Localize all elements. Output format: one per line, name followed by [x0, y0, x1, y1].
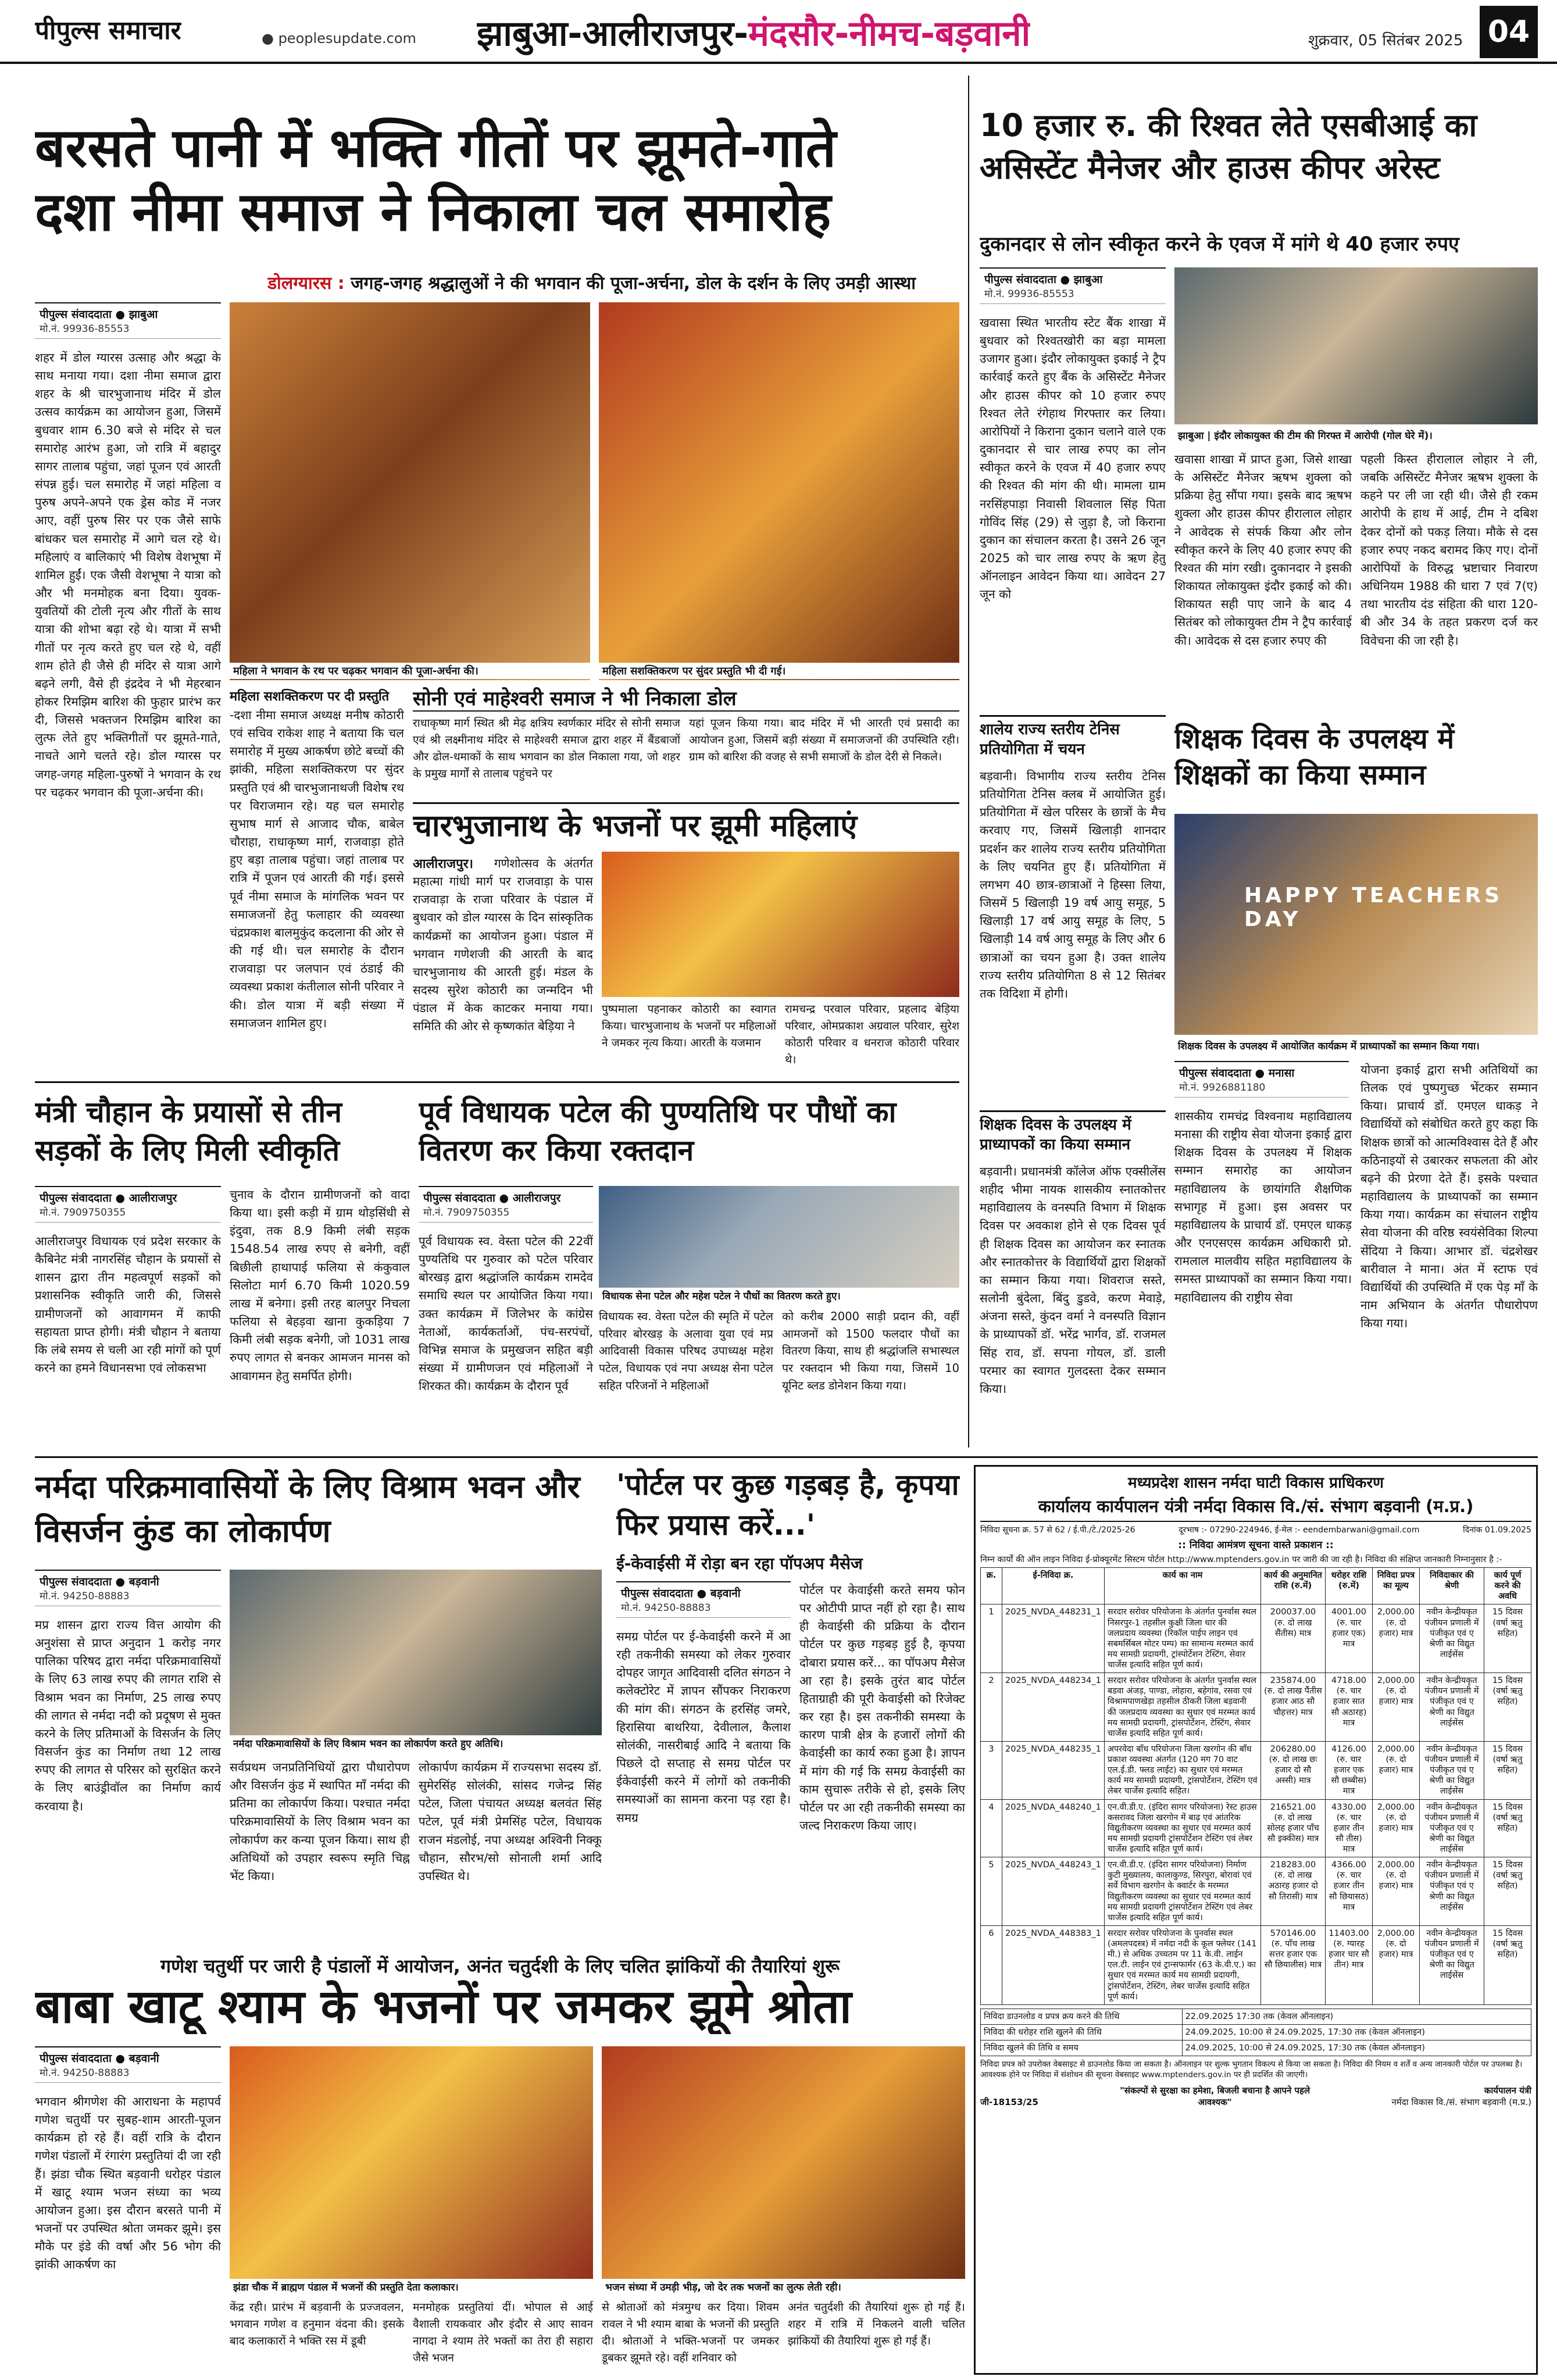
- table-cell: 206280.00 (रु. दो लाख छः हजार दो सौ अस्सी) मात्र: [1261, 1741, 1326, 1799]
- table-cell: 3: [981, 1741, 1002, 1799]
- khatu-photo-2-caption: भजन संध्या में उमड़ी भीड़, जो देर तक भजनों का लुत्फ लेती रही।: [602, 2279, 965, 2295]
- issue-date: शुक्रवार, 05 सितंबर 2025: [1308, 32, 1463, 49]
- narmada-headline: नर्मदा परिक्रमावासियों के लिए विश्राम भवन और विसर्जन कुंड का लोकार्पण: [35, 1468, 580, 1549]
- table-cell: 11403.00 (रु. ग्यारह हजार चार सौ तीन) मात्र: [1326, 1925, 1373, 2004]
- table-cell: 15 दिवस (वर्षा ऋतु सहित): [1484, 1799, 1531, 1857]
- table-cell: 15 दिवस (वर्षा ऋतु सहित): [1484, 1604, 1531, 1673]
- tender-notice: [974, 1465, 1538, 2375]
- table-cell: 15 दिवस (वर्षा ऋतु सहित): [1484, 1673, 1531, 1742]
- charbhuja-headline: चारभुजानाथ के भजनों पर झूमी महिलाएं: [413, 802, 959, 844]
- bribery-headline: 10 हजार रु. की रिश्वत लेते एसबीआई का असिस्टेंट मैनेजर और हाउस कीपर अरेस्ट: [980, 107, 1477, 186]
- tender-signatory-title: कार्यपालन यंत्री: [1484, 2085, 1531, 2096]
- soni-story-body-b: यहां पूजन किया गया। बाद मंदिर में भी आरती एवं प्रसादी का आयोजन हुआ, जिसमें बड़ी संख्या में समाजजनों की उपस्थिति रही। ग्राम को बारिश की वजह से सभी समाजों के डोल देरी से निकले।: [689, 717, 959, 763]
- khatu-photo-1-caption: झंडा चौक में ब्राह्मण पंडाल में भजनों की प्रस्तुति देता कलाकार।: [230, 2279, 593, 2295]
- table-cell: एन.वी.डी.ए. (इंदिरा सागर परियोजना) रेस्ट हाउस कसरावद जिला खरगोन में बाढ़ एवं आंतरिक विद्युतीकरण व्यवस्था का सुधार एवं मरम्मत कार्य मय सामग्री प्रदायगी ट्रांसपोर्टेशन टेस्टिंग एवं लेबर चार्जेस इत्यादि सहित पूर्ण कार्य।: [1104, 1799, 1260, 1857]
- tender-signatory: [1392, 2085, 1532, 2108]
- lead-body: शहर में डोल ग्यारस उत्साह और श्रद्धा के साथ मनाया गया। दशा नीमा समाज द्वारा शहर के श्री चारभुजानाथ मंदिर में डोल उत्सव कार्यक्रम का आयोजन हुआ, जिसमें बुधवार शाम 6.30 बजे से मंदिर से चल समारोह आरंभ हुआ, जो रात्रि में बहादुर सागर तालाब पहुंचा, जहां पूजन एवं आरती संपन्न हुई। चल समारोह में जहां महिला व पुरुष अपने-अपने एक ड्रेस कोड में नजर आए, वहीं पुरुष सिर पर एक जैसे साफे बांधकर चल समारोह में आगे चल रहे थे। महिलाएं व बालिकाएं भी विशेष वेशभूषा में शामिल हुईं। एक जैसी वेशभूषा ने यात्रा को और भी मनमोहक बना दिया। युवक-युवतियों की टोली नृत्य और गीतों के साथ यात्रा की शोभा बढ़ा रहे थे। यात्रा में सभी गीतों पर नृत्य करते हुए चल रहे थे, वहीं शाम होते ही जैसे ही मंदिर से यात्रा आगे बढ़ने लगी, वैसे ही इंद्रदेव ने भी मेहरबान होकर रिमझिम बारिश की फुहार प्रारंभ कर दी, जिससे भक्तजन रिमझिम बारिश का लुत्फ लेते हुए भक्तिगीतों पर झूमते-गाते, नाचते आगे चलते रहे। डोल ग्यारस पर जगह-जगह महिला-पुरुषों ने भगवान के रथ पर चढ़कर भगवान की पूजा-अर्चना की।: [35, 351, 221, 799]
- tender-table-body: [981, 1604, 1531, 2004]
- byline-mobile: मो.नं. 99936-85553: [40, 323, 130, 335]
- lead-subheadline: [267, 270, 959, 294]
- website-link[interactable]: ● peoplesupdate.com: [262, 30, 416, 47]
- roads-body-a: आलीराजपुर विधायक एवं प्रदेश सरकार के कैबिनेट मंत्री नागरसिंह चौहान के प्रयासों से शासन द्वारा तीन महत्वपूर्ण सड़कों को प्रशासनिक स्वीकृति जारी की, जिससे ग्रामीणजनों को आवागमन में काफी सहायता प्राप्त होगी। मंत्री चौहान ने बताया कि लंबे समय से चली आ रही मांगों को पूर्ण करने का हमने विधानसभा एवं लोकसभा: [35, 1234, 221, 1375]
- col-header: ई-निविदा क्र.: [1002, 1568, 1105, 1604]
- byline-mobile: मो.नं. 94250-88883: [621, 1602, 711, 1614]
- tender-footer: [980, 2085, 1531, 2108]
- patel-byline: [419, 1186, 593, 1223]
- roads-byline: [35, 1186, 221, 1223]
- khatu-body-b: केंद्र रही। प्रारंभ में बड़वानी के प्रज्जवलन, भगवान गणेश व हनुमान वंदना की। इसके बाद कलाकारों ने भक्ति रस में डूबी: [230, 2301, 404, 2347]
- page-header: [0, 0, 1557, 64]
- table-cell: 2,000.00 (रु. दो हजार) मात्र: [1373, 1741, 1420, 1799]
- table-cell: 2,000.00 (रु. दो हजार) मात्र: [1373, 1799, 1420, 1857]
- table-cell: 4330.00 (रु. चार हजार तीन सौ तीस) मात्र: [1326, 1799, 1373, 1857]
- lead-photo-1-caption: महिला ने भगवान के रथ पर चढ़कर भगवान की पूजा-अर्चना की।: [230, 663, 590, 679]
- portal-byline: [616, 1581, 791, 1618]
- table-cell: 24.09.2025, 10:00 से 24.09.2025, 17:30 तक (केवल ऑनलाइन): [1182, 2040, 1531, 2056]
- tender-date: दिनांक 01.09.2025: [1463, 1525, 1531, 1535]
- table-row: [981, 1673, 1531, 1742]
- khatu-body-a: भगवान श्रीगणेश की आराधना के महापर्व गणेश चतुर्थी पर सुबह-शाम आरती-पूजन कार्यक्रम हो रहे हैं। वहीं रात्रि के दौरान गणेश पंडालों में रंगारंग प्रस्तुतियां दी जा रही हैं। झंडा चौक स्थित बड़वानी धरोहर पंडाल में खाटू श्याम भजन संध्या का भव्य आयोजन हुआ। इस दौरान बरसते पानी में भजनों पर उपस्थित श्रोता जमकर झूमे। इस मौके पर इंडे की वर्षा और 56 भोग की झांकी आकर्षण का: [35, 2095, 221, 2272]
- khatu-body-e: अनंत चतुर्दशी की तैयारियां शुरू हो गई हैं। शहर में रात्रि में निकलने वाली चलित झांकियों की तैयारियां शुरू हो गई हैं।: [788, 2301, 965, 2347]
- table-cell: नवीन केन्द्रीयकृत पंजीयन प्रणाली में पंजीकृत एवं ए श्रेणी का विद्युत लाईसेंस: [1420, 1857, 1484, 1926]
- table-cell: नवीन केन्द्रीयकृत पंजीयन प्रणाली में पंजीकृत एवं ए श्रेणी का विद्युत लाईसेंस: [1420, 1673, 1484, 1742]
- khatu-byline: [35, 2046, 221, 2083]
- byline-mobile: मो.नं. 94250-88883: [40, 2067, 130, 2079]
- col-header: क्र.: [981, 1568, 1002, 1604]
- teachers-day-photo: [1174, 814, 1538, 1035]
- ganesh-kicker: गणेश चतुर्थी पर जारी है पंडालों में आयोजन, अनंत चतुर्दशी के लिए चलित झांकियों की तैयारियां शुरू: [160, 1955, 840, 1977]
- tender-slogan: "संकल्पों से सुरक्षा का हमेशा, बिजली बचाना है आपने पहले आवश्यक": [1120, 2085, 1310, 2108]
- table-row: [981, 1925, 1531, 2004]
- teachers-day-caption: शिक्षक दिवस के उपलक्ष्य में आयोजित कार्यक्रम में प्राध्यापकों का सम्मान किया गया।: [1174, 1038, 1538, 1053]
- byline-text: पीपुल्स संवाददाता ● आलीराजपुर: [423, 1192, 561, 1205]
- table-cell: 15 दिवस (वर्षा ऋतु सहित): [1484, 1741, 1531, 1799]
- table-cell: एन.वी.डी.ए. (इंदिरा सागर परियोजना) निर्माण कुटी मुख्यालय, कालाकुण्ड, सिरपुरा, बोरावां एवं सर्वे विभाग खरगोन के क्वार्टर के मरम्मत विद्युतीकरण व्यवस्था का सुधार एवं मरम्मत कार्य मय सामग्री प्रदायगी ट्रांसपोर्टेशन टेस्टिंग एवं लेबर चार्जेस इत्यादि सहित पूर्ण कार्य।: [1104, 1857, 1260, 1926]
- portal-subheadline: ई-केवाईसी में रोड़ा बन रहा पॉपअप मैसेज: [616, 1554, 863, 1573]
- table-cell: 2025_NVDA_448234_1: [1002, 1673, 1105, 1742]
- charbhuja-photo: [602, 852, 959, 997]
- tennis-headline: शालेय राज्य स्तरीय टेनिस प्रतियोगिता में चयन: [980, 715, 1166, 760]
- table-cell: 2025_NVDA_448231_1: [1002, 1604, 1105, 1673]
- table-row: [981, 2024, 1531, 2040]
- byline-text: पीपुल्स संवाददाता ● बड़वानी: [40, 2052, 159, 2065]
- col-header: धरोहर राशि (रु.में): [1326, 1568, 1373, 1604]
- table-cell: 4: [981, 1799, 1002, 1857]
- portal-headline: 'पोर्टल पर कुछ गड़बड़ है, कृपया फिर प्रयास करें...': [616, 1468, 959, 1542]
- byline-text: पीपुल्स संवाददाता ● बड़वानी: [621, 1587, 741, 1600]
- section-title-b: मंदसौर-नीमच-बड़वानी: [748, 13, 1031, 54]
- professors-body: बड़वानी। प्रधानमंत्री कॉलेज ऑफ एक्सीलेंस शहीद भीमा नायक शासकीय स्नातकोत्तर महाविद्यालय के वनस्पति विभाग में शिक्षक दिवस पर अवकाश होने से एक दिवस पूर्व ही शिक्षक दिवस का आयोजन कर स्नातक और स्नातकोत्तर के विद्यार्थियों द्वारा शिक्षकों का सम्मान किया गया। शिवराज सस्ते, सलोनी बुंदेला, बिंदु डुडवे, करण मेवाड़े, अंजना सस्ते, कुंदन वर्मा ने वनस्पति विज्ञान के प्राध्यापकों डॉ. भरेंद्र भार्गव, डॉ. राजमल सिंह राव, डॉ. सपना गोयल, डॉ. डाली परमार का स्वागत गुलदस्ता देकर सम्मान किया।: [980, 1164, 1166, 1396]
- teachers-day-headline: शिक्षक दिवस के उपलक्ष्य में शिक्षकों का किया सम्मान: [1174, 723, 1455, 792]
- table-cell: 2: [981, 1673, 1002, 1742]
- table-cell: 2025_NVDA_448243_1: [1002, 1857, 1105, 1926]
- table-row: [981, 2040, 1531, 2056]
- table-cell: 24.09.2025, 10:00 से 24.09.2025, 17:30 तक (केवल ऑनलाइन): [1182, 2024, 1531, 2040]
- section-rule-2: [35, 1456, 1538, 1458]
- table-cell: निविदा खुलने की तिथि व समय: [981, 2040, 1183, 2056]
- tender-dates-table: [980, 2009, 1531, 2056]
- col-header: निविदाकार की श्रेणी: [1420, 1568, 1484, 1604]
- soni-story-headline: सोनी एवं माहेश्वरी समाज ने भी निकाला डोल: [413, 687, 959, 712]
- charbhuja-body-b: पुष्पमाला पहनाकर कोठारी का स्वागत किया। चारभुजानाथ के भजनों पर महिलाओं ने जमकर नृत्य किया। आरती के यजमान: [602, 1003, 776, 1049]
- table-cell: 216521.00 (रु. दो लाख सोलह हजार पाँच सौ इक्कीस) मात्र: [1261, 1799, 1326, 1857]
- roads-body-b: चुनाव के दौरान ग्रामीणजनों को वादा किया था। इसी कड़ी में ग्राम थोड़सिंधी से इंदुवा, तक 8.9 किमी लंबी सड़क 1548.54 लाख रुपए से बनेगी, वहीं बिछीली हाथापाई फलिया से कंकुवाल सिलोटा मार्ग 6.70 किमी 1020.59 लाख में बनेगा। इसी तरह बालपुर निचला फलिया से बेहड़वा खाना कुकड़िया 7 किमी लंबी सड़क बनेगी, जो 1031 लाख रुपए लागत से बनकर आमजन मानस को आवागमन हेतु समर्पित होगी।: [230, 1188, 410, 1383]
- lead-photo-2-caption: महिला सशक्तिकरण पर सुंदर प्रस्तुति भी दी गई।: [599, 663, 959, 679]
- table-cell: 15 दिवस (वर्षा ऋतु सहित): [1484, 1925, 1531, 2004]
- table-cell: 5: [981, 1857, 1002, 1926]
- table-cell: निविदा डाउनलोड व प्रपत्र क्रय करने की तिथि: [981, 2009, 1183, 2024]
- table-cell: 4126.00 (रु. चार हजार एक सौ छब्बीस) मात्र: [1326, 1741, 1373, 1799]
- tender-table-header: [981, 1568, 1531, 1604]
- table-cell: 1: [981, 1604, 1002, 1673]
- charbhuja-dateline: आलीराजपुर।: [413, 857, 473, 871]
- lead-headline-line-2: दशा नीमा समाज ने निकाला चल समारोह: [35, 181, 831, 244]
- lead-byline: [35, 302, 221, 339]
- table-cell: 2,000.00 (रु. दो हजार) मात्र: [1373, 1673, 1420, 1742]
- bribery-photo: [1174, 267, 1538, 424]
- table-cell: सरदार सरोवर परियोजना के अंतर्गत पुनर्वास स्थल निसरपुर-1 तहसील कुक्षी जिला धार की जलप्रदाय व्यवस्था (रिकॉल पाईप लाइन एवं सबमर्सिबल मोटर पम्प) का सामान्य मरम्मत कार्य मय सामग्री प्रदायगी, ट्रांस्पोर्टेशन टेस्टिंग, सेवार चार्जेस इत्यादि सहित पूर्ण कार्य।: [1104, 1604, 1260, 1673]
- byline-mobile: मो.नं. 94250-88883: [40, 1590, 130, 1602]
- table-cell: 218283.00 (रु. दो लाख अठारह हजार दो सौ तिरासी) मात्र: [1261, 1857, 1326, 1926]
- tender-notice-label: :: निविदा आमंत्रण सूचना वास्ते प्रकाशन ::: [1178, 1539, 1334, 1551]
- lead-sub-tag: डोलग्यारस :: [267, 273, 345, 294]
- byline-text: पीपुल्स संवाददाता ● झाबुआ: [984, 273, 1103, 286]
- table-cell: 2,000.00 (रु. दो हजार) मात्र: [1373, 1857, 1420, 1926]
- tender-terms: निविदा प्रपत्र को उपरोक्त वेबसाइट से डाउनलोड किया जा सकता है। ऑनलाइन पर शुल्क भुगतान विकल्प से किया जा सकता है। निविदा की नियम व शर्तें व अन्य जानकारी पोर्टल पर उपलब्ध है। आवश्यक होने पर निविदा में संशोधन की सूचना वेबसाइट www.mptenders.gov.in पर ही प्रदर्शित की जाएगी।: [980, 2060, 1523, 2079]
- table-cell: 235874.00 (रु. दो लाख पैंतीस हजार आठ सौ चौहत्तर) मात्र: [1261, 1673, 1326, 1742]
- khatu-body-c: मनमोहक प्रस्तुतियां दीं। भोपाल से आई वैशाली रायकवार और इंदौर से आए सावन नागदा ने श्याम तेरे भक्तों का तेरा ही सहारा जैसे भजन: [413, 2301, 593, 2364]
- col-header: कार्य का नाम: [1104, 1568, 1260, 1604]
- table-cell: 22.09.2025 17:30 तक (केवल ऑनलाइन): [1182, 2009, 1531, 2024]
- col-header: कार्य पूर्ण करने की अवधि: [1484, 1568, 1531, 1604]
- byline-mobile: मो.नं. 9926881180: [1179, 1081, 1266, 1093]
- table-row: [981, 1799, 1531, 1857]
- byline-text: पीपुल्स संवाददाता ● मनासा: [1179, 1067, 1295, 1080]
- lead-headline-line-1: बरसते पानी में भक्ति गीतों पर झूमते-गाते: [35, 117, 837, 179]
- tennis-body: बड़वानी। विभागीय राज्य स्तरीय टेनिस प्रतियोगिता टेनिस क्लब में आयोजित हुई। प्रतियोगिता में खेल परिसर के छात्रों के मैच करवाए गए, जिसमें खिलाड़ी शानदार प्रदर्शन कर शालेय राज्य स्तरीय प्रतियोगिता के लिए चयनित हुए हैं। प्रतियोगिता में लगभग 40 छात्र-छात्राओं ने हिस्सा लिया, जिसमें 5 खिलाड़ी 19 वर्ष आयु समूह, 5 खिलाड़ी 17 वर्ष आयु समूह के लिए, 5 खिलाड़ी 14 वर्ष आयु समूह के लिए और 6 छात्राओं का चयन हुआ है। उक्त शालेय राज्य स्तरीय प्रतियोगिता 8 से 12 सितंबर तक विदिशा में होगी।: [980, 769, 1166, 1000]
- tender-title-1: मध्यप्रदेश शासन नर्मदा घाटी विकास प्राधिकरण: [1128, 1474, 1384, 1492]
- bribery-byline: [980, 267, 1166, 304]
- table-cell: सरदार सरोवर परियोजना के अंतर्गत पुनर्वास स्थल बडवा अंजड़, पाण्डा, लोहारा, बहेगांव, रसवा एवं विश्रामपाणखेड़ा तहसील ठीकरी जिला बड़वानी की जलप्रदाय व्यवस्था का सुधार एवं मरम्मत कार्य मय सामग्री प्रदायगी, ट्रांसपोर्टेशन, टेस्टिंग, सेवार चार्जेस इत्यादि सहित पूर्ण कार्य।: [1104, 1673, 1260, 1742]
- bribery-body-b: खवासा शाखा में प्राप्त हुआ, जिसे शाखा के असिस्टेंट मैनेजर ऋषभ शुक्ला को प्रक्रिया हेतु सौंपा गया। इसके बाद ऋषभ शुक्ला और हाउस कीपर हीरालाल लोहार ने आवेदक से संपर्क किया और लोन स्वीकृत करने के लिए 40 हजार रुपए की रिश्वत की मांग रखी। दुकानदार ने इसकी शिकायत लोकायुक्त इंदौर इकाई को की। शिकायत सही पाए जाने के बाद 4 सितंबर को लोकायुक्त टीम ने ट्रैप कार्रवाई की। आवेदक से दस हजार रुपए की: [1174, 452, 1352, 648]
- section-title-a: झाबुआ-आलीराजपुर-: [477, 13, 749, 54]
- table-cell: 4366.00 (रु. चार हजार तीन सौ छियासठ) मात्र: [1326, 1857, 1373, 1926]
- table-cell: 4718.00 (रु. चार हजार सात सौ अठारह) मात्र: [1326, 1673, 1373, 1742]
- table-cell: निविदा की धरोहर राशि खुलने की तिथि: [981, 2024, 1183, 2040]
- byline-text: पीपुल्स संवाददाता ● झाबुआ: [40, 308, 158, 321]
- table-cell: 2,000.00 (रु. दो हजार) मात्र: [1373, 1925, 1420, 2004]
- byline-mobile: मो.नं. 99936-85553: [984, 288, 1074, 300]
- lead-body-2: -दशा नीमा समाज अध्यक्ष मनीष कोठारी एवं सचिव राकेश शाह ने बताया कि चल समारोह में मुख्य आकर्षण छोटे बच्चों की झांकी, महिला सशक्तिकरण पर सुंदर प्रस्तुति एवं श्री चारभुजानाथजी विशेष रथ पर विराजमान रहे। यह चल समारोह सुभाष मार्ग से आजाद चौक, बाबेल चौराहा, राधाकृष्ण मार्ग, राजवाड़ा होते हुए बड़ा तालाब पहुंचा। जहां तालाब पर रात्रि में पूजन एवं आरती की गई। इससे पूर्व नीमा समाज के मांगलिक भवन पर समाजजनों हेतु फलाहार की व्यवस्था चंद्रप्रकाश बालमुकुंद कदलाना की ओर से की गई थी। चल समारोह के दौरान राजवाड़ा पर जलपान एवं ठंडाई की व्यवस्था प्रकाश कंतीलाल सोनी परिवार ने की। डोल यात्रा में बड़ी संख्या में समाजजन शामिल हुए।: [230, 708, 404, 1030]
- col-header: निविदा प्रपत्र का मूल्य: [1373, 1568, 1420, 1604]
- narmada-body-b: सर्वप्रथम जनप्रतिनिधियों द्वारा पौधारोपण और विसर्जन कुंड में स्थापित माँ नर्मदा की प्रतिमा का लोकार्पण किया। पश्चात नर्मदा परिक्रमावासियों के लिए विश्राम भवन का लोकार्पण कर कन्या पूजन किया। साथ ही अतिथियों को उपहार स्वरूप स्मृति चिह्न भेंट किया।: [230, 1760, 410, 1883]
- table-cell: नवीन केन्द्रीयकृत पंजीयन प्रणाली में पंजीकृत एवं ए श्रेणी का विद्युत लाईसेंस: [1420, 1799, 1484, 1857]
- table-cell: नवीन केन्द्रीयकृत पंजीयन प्रणाली में पंजीकृत एवं ए श्रेणी का विद्युत लाईसेंस: [1420, 1925, 1484, 2004]
- bribery-body-c: पहली किस्त हीरालाल लोहार ने ली, जबकि असिस्टेंट मैनेजर ऋषभ शुक्ला के कहने पर ली जा रही थी। जैसे ही रकम आरोपी के हाथ में आई, टीम ने दबिश देकर दोनों को पकड़ लिया। मौके से दस हजार रुपए नकद बरामद किए गए। दोनों आरोपियों के विरुद्ध भ्रष्टाचार निवारण अधिनियम 1988 की धारा 7 एवं 7(ए) तथा भारतीय दंड संहिता की धारा 120-बी और 34 के तहत प्रकरण दर्ज कर विवेचना की जा रही है।: [1360, 452, 1538, 648]
- table-cell: अपरवेदा बाँध परियोजना जिला खरगोन की बाँध प्रकाश व्यवस्था अंतर्गत (120 मग 70 वाट एल.ई.डी. फ्लड लाईट) का सुधार एवं मरम्मत कार्य मय सामग्री प्रदायगी, ट्रांसपोर्टेशन, टेस्टिंग एवं लेबर चार्जेस इत्यादि सहित।: [1104, 1741, 1260, 1799]
- narmada-byline: [35, 1570, 221, 1606]
- table-row: [981, 2009, 1531, 2024]
- lead-sub-text: जगह-जगह श्रद्धालुओं ने की भगवान की पूजा-अर्चना, डोल के दर्शन के लिए उमड़ी आस्था: [344, 273, 916, 294]
- khatu-photo-2: [602, 2046, 965, 2290]
- charbhuja-body: गणेशोत्सव के अंतर्गत महात्मा गांधी मार्ग पर राजवाड़ा के पास राजवाड़ा के राजा परिवार के पंडाल में बुधवार को डोल ग्यारस के दिन सांस्कृतिक कार्यक्रमों का आयोजन हुआ। पंडाल में भगवान गणेशजी की आरती के बाद चारभुजानाथ की आरती हुई। मंडल के सदस्य सुरेश कोठारी का जन्मदिन भी पंडाल में केक काटकर मनाया गया। समिति की ओर से कृष्णकांत बेड़िया ने: [413, 856, 593, 1034]
- patel-photo: [599, 1186, 959, 1302]
- table-row: [981, 1857, 1531, 1926]
- table-row: [981, 1604, 1531, 1673]
- tender-notice-number: निविदा सूचना क्र. 57 से 62 / ई.पी./टे./2025-26: [980, 1525, 1135, 1535]
- byline-mobile: मो.नं. 7909750355: [423, 1206, 510, 1218]
- table-cell: 15 दिवस (वर्षा ऋतु सहित): [1484, 1857, 1531, 1926]
- column-divider: [968, 76, 969, 1448]
- newspaper-masthead: पीपुल्स समाचार: [35, 16, 181, 45]
- table-cell: सरदार सरोवर परियोजना के पुनर्वास स्थल (अमलपदस्त्र) में नर्मदा नदी के कूल फ्लेयर (141 मी.) से अधिक उच्चतम पर 11 के.वी. लाईन एल.टी. लाईन एवं ट्रान्सफार्मर (63 के.वी.ए.) का सुधार एवं मरम्मत कार्य मय सामग्री प्रदायगी, ट्रांसपोर्टेशन, टेस्टिंग, लेबर चार्जेस इत्यादि सहित पूर्ण कार्य।: [1104, 1925, 1260, 2004]
- bribery-body-a: खवासा स्थित भारतीय स्टेट बैंक शाखा में बुधवार को रिश्वतखोरी का बड़ा मामला उजागर हुआ। इंदौर लोकायुक्त इकाई ने ट्रैप कार्रवाई करते हुए बैंक के असिस्टेंट मैनेजर और हाउस कीपर को 10 हजार रुपए रिश्वत लेते रंगेहाथ गिरफ्तार कर लिया। आरोपियों ने किराना दुकान चलाने वाले एक दुकानदार से चार लाख रुपए का लोन स्वीकृत करने के एवज में 40 हजार रुपए की रिश्वत की मांग की थी। मामला ग्राम नरसिंहपाड़ा निवासी शिवलाल सिंह पिता गोविंद सिंह (29) से जुड़ा है, जो किराना दुकान का संचालन करता है। उसने 26 जून 2025 को चार लाख रुपए के ऋण हेतु ऑनलाइन आवेदन किया था। आवेदन 27 जून को: [980, 316, 1166, 602]
- tender-meta: [980, 1521, 1531, 1535]
- khatu-body-d: से श्रोताओं को मंत्रमुग्ध कर दिया। शिवम रावल ने भी श्याम बाबा के भजनों की प्रस्तुति दी। श्रोताओं ने भक्ति-भजनों पर जमकर डूबकर झूमते रहे। वहीं शनिवार को: [602, 2301, 779, 2364]
- lead-headline: [35, 116, 959, 245]
- bribery-photo-caption: झाबुआ | इंदौर लोकायुक्त की टीम की गिरफ्त में आरोपी (गोल घेरे में)।: [1174, 427, 1538, 443]
- lead-subhead-2: महिला सशक्तिकरण पर दी प्रस्तुति: [230, 689, 390, 704]
- table-cell: 200037.00 (रु. दो लाख सैंतीस) मात्र: [1261, 1604, 1326, 1673]
- bribery-subheadline: दुकानदार से लोन स्वीकृत करने के एवज में मांगे थे 40 हजार रुपए: [980, 233, 1459, 256]
- tender-intro: निम्न कार्यों की ऑन लाइन निविदा ई-प्रोक्यूरमेंट सिस्टम पोर्टल http://www.mptenders.gov.in पर जारी की जा रही है। निविदा की संक्षिप्त जानकारी निम्नानुसार है :-: [980, 1555, 1502, 1564]
- tender-code: जी-18153/25: [980, 2097, 1038, 2108]
- tender-signatory-office: नर्मदा विकास वि./सं. संभाग बड़वानी (म.प्र.): [1391, 2097, 1531, 2108]
- table-cell: 6: [981, 1925, 1002, 2004]
- patel-body-c: को करीब 2000 साड़ी प्रदान की, वहीं आमजनों को 1500 फलदार पौधों का वितरण किया, साथ ही श्रद्धांजलि सभास्थल पर रक्तदान भी किया गया, जिसमें 10 यूनिट ब्लड डोनेशन किया गया।: [782, 1310, 959, 1392]
- teachers-day-banner: HAPPY TEACHERS DAY: [1244, 884, 1504, 931]
- narmada-photo: [230, 1570, 602, 1744]
- teachers-day-body-b: योजना इकाई द्वारा सभी अतिथियों का तिलक एवं पुष्पगुच्छ भेंटकर सम्मान किया। प्राचार्य डॉ. एमएल धाकड़ ने विद्यार्थियों को संबोधित करते हुए कहा कि शिक्षक छात्रों को आत्मविश्वास देते हैं और कठिनाइयों से उबारकर सफलता की ओर बढ़ने की प्रेरणा देते हैं। इसके पश्चात महाविद्यालय के प्राध्यापकों का सम्मान किया गया। कार्यक्रम का संचालन राष्ट्रीय सेवा योजना की वरिष्ठ स्वयंसेविका शिल्पा सेंदिया ने किया। आभार डॉ. चंद्रशेखर बारीवाल ने माना। अंत में स्टाफ एवं विद्यार्थियों की उपस्थिति में एक पेड़ माँ के नाम अभियान के अंतर्गत पौधारोपण किया गया।: [1360, 1063, 1538, 1331]
- tender-contact: दूरभाष :- 07290-224946, ई-मेल :- eendembarwani@gmail.com: [1179, 1525, 1420, 1535]
- byline-text: पीपुल्स संवाददाता ● बड़वानी: [40, 1575, 159, 1588]
- patel-photo-caption: विधायक सेना पटेल और महेश पटेल ने पौधों का वितरण करते हुए।: [599, 1288, 959, 1303]
- table-cell: 2025_NVDA_448240_1: [1002, 1799, 1105, 1857]
- table-cell: नवीन केन्द्रीयकृत पंजीयन प्रणाली में पंजीकृत एवं ए श्रेणी का विद्युत लाईसेंस: [1420, 1604, 1484, 1673]
- tender-table: [980, 1567, 1531, 2005]
- byline-text: पीपुल्स संवाददाता ● आलीराजपुर: [40, 1192, 177, 1205]
- patel-headline: पूर्व विधायक पटेल की पुण्यतिथि पर पौधों का वितरण कर किया रक्तदान: [419, 1095, 897, 1167]
- lead-photo-2: [599, 302, 959, 680]
- teachers-day-byline: [1174, 1061, 1349, 1098]
- tender-title-2: कार्यालय कार्यपालन यंत्री नर्मदा विकास वि./सं. संभाग बड़वानी (म.प्र.): [1038, 1496, 1474, 1516]
- section-title: [477, 8, 1030, 56]
- col-header: कार्य की अनुमानित राशि (रु.में): [1261, 1568, 1326, 1604]
- patel-body-b: विधायक स्व. वेस्ता पटेल की स्मृति में पटेल परिवार बोरखड़ के अलावा युवा एवं मप्र आदिवासी विकास परिषद उपाध्यक्ष महेश पटेल, विधायक एवं नपा अध्यक्ष सेना पटेल सहित परिजनों ने महिलाओं: [599, 1310, 773, 1392]
- teachers-day-body-a: शासकीय रामचंद्र विश्वनाथ महाविद्यालय मनासा की राष्ट्रीय सेवा योजना इकाई द्वारा शिक्षक दिवस के उपलक्ष्य में शिक्षक सम्मान समारोह का आयोजन महाविद्यालय के छायांगति शैक्षणिक सभागृह में हुआ। इस अवसर पर महाविद्यालय के प्राचार्य डॉ. एमएल धाकड़ और एनएसएस कार्यक्रम अधिकारी प्रो. रामलाल मालवीय सहित महाविद्यालय के समस्त प्राध्यापकों का सम्मान किया गया। महाविद्यालय की राष्ट्रीय सेवा: [1174, 1109, 1352, 1305]
- table-cell: 2025_NVDA_448235_1: [1002, 1741, 1105, 1799]
- page-number: 04: [1480, 6, 1538, 58]
- khatu-photo-1: [230, 2046, 593, 2290]
- byline-mobile: मो.नं. 7909750355: [40, 1206, 126, 1218]
- soni-story-body-a: राधाकृष्ण मार्ग स्थित श्री मेढ़ क्षत्रिय स्वर्णकार मंदिर से सोनी समाज एवं श्री लक्ष्मीनाथ मंदिर से माहेश्वरी समाज द्वारा शहर में बैंडबाजों और ढोल-धमाकों के साथ भगवान का डोल निकाला गया, जो शहर के प्रमुख मार्गों से तालाब पहुंचने पर: [413, 717, 680, 780]
- portal-body-b: पोर्टल पर केवाईसी करते समय फोन पर ओटीपी प्राप्त नहीं हो रहा है। साथ ही केवाईसी की प्रक्रिया के दौरान पोर्टल पर कुछ गड़बड़ हुई है, कृपया दोबारा प्रयास करें... का पॉपअप मैसेज आ रहा है। इसके तुरंत बाद पोर्टल हिताग्राही की पूरी केवाईसी को रिजेक्ट कर रहा है। इस तकनीकी समस्या के कारण पात्री क्षेत्र के हजारों लोगों की केवाईसी का कार्य रुका हुआ है। ज्ञापन में मांग की गई कि समग्र केवाईसी का काम सुचारू तरीके से हो, इसके लिए पोर्टल पर आ रही तकनीकी समस्या का जल्द निराकरण किया जाए।: [799, 1583, 965, 1833]
- narmada-photo-caption: नर्मदा परिक्रमावासियों के लिए विश्राम भवन का लोकार्पण करते हुए अतिथि।: [230, 1735, 602, 1751]
- table-cell: नवीन केन्द्रीयकृत पंजीयन प्रणाली में पंजीकृत एवं ए श्रेणी का विद्युत लाईसेंस: [1420, 1741, 1484, 1799]
- narmada-body-a: मप्र शासन द्वारा राज्य वित्त आयोग की अनुशंसा से प्राप्त अनुदान 1 करोड़ नगर पालिका परिषद द्वारा नर्मदा परिक्रमावासियों के लिए 63 लाख रुपए की लागत राशि से विश्राम भवन का निर्माण, 25 लाख रुपए की लागत से नर्मदा नदी को प्रदूषण से मुक्त करने के लिए प्रतिमाओं के विसर्जन के लिए विसर्जन कुंड का निर्माण तथा 12 लाख रुपए की लागत से परिसर को सुरक्षित करने के लिए बाउंड्रीवॉल का निर्माण कार्य करवाया है।: [35, 1618, 221, 1813]
- lead-photo-1: [230, 302, 590, 680]
- roads-headline: मंत्री चौहान के प्रयासों से तीन सड़कों के लिए मिली स्वीकृति: [35, 1095, 342, 1167]
- table-cell: 570146.00 (रु. पाँच लाख सत्तर हजार एक सौ छियालीस) मात्र: [1261, 1925, 1326, 2004]
- table-cell: 2025_NVDA_448383_1: [1002, 1925, 1105, 2004]
- portal-body-a: समग्र पोर्टल पर ई-केवाईसी करने में आ रही तकनीकी समस्या को लेकर गुरुवार दोपहर जागृत आदिवासी दलित संगठन ने कलेक्टोरेट में ज्ञापन सौंपकर निराकरण की मांग की। संगठन के हरसिंह जमरे, हिरासिया बाथरिया, देवीलाल, कैलाश सोलंकी, नासरीबाई आदि ने बताया कि पिछले दो सप्ताह से समग्र पोर्टल पर ईकेवाईसी करने में लोगों को तकनीकी समस्याओं का सामना करना पड़ रहा है। समग्र: [616, 1629, 791, 1825]
- section-rule: [35, 1081, 959, 1083]
- khatu-headline: बाबा खाटू श्याम के भजनों पर जमकर झूमे श्रोता: [35, 1979, 852, 2034]
- tender-dates-body: [981, 2009, 1531, 2056]
- table-row: [981, 1741, 1531, 1799]
- table-cell: 2,000.00 (रु. दो हजार) मात्र: [1373, 1604, 1420, 1673]
- table-cell: 4001.00 (रु. चार हजार एक) मात्र: [1326, 1604, 1373, 1673]
- narmada-body-c: लोकार्पण कार्यक्रम में राज्यसभा सदस्य डॉ. सुमेरसिंह सोलंकी, सांसद गजेन्द्र सिंह पटेल, जिला पंचायत अध्यक्ष बलवंत सिंह पटेल, पूर्व मंत्री प्रेमसिंह पटेल, विधायक राजन मंडलोई, नपा अध्यक्ष अश्विनी निक्कू चौहान, सौरभ/सो सोनाली शर्मा आदि उपस्थित थे।: [419, 1760, 602, 1883]
- patel-body-a: पूर्व विधायक स्व. वेस्ता पटेल की 22वीं पुण्यतिथि पर गुरुवार को पटेल परिवार बोरखड़ द्वारा श्रद्धांजलि कार्यक्रम रामदेव समाधि स्थल पर आयोजित किया गया। उक्त कार्यक्रम में जिलेभर के कांग्रेस नेताओं, कार्यकर्ताओं, पंच-सरपंचों, विभिन्न समाज के प्रमुखजन सहित बड़ी संख्या में ग्रामीणजन एवं महिलाओं ने शिरकत की। कार्यक्रम के दौरान पूर्व: [419, 1234, 593, 1393]
- professors-headline: शिक्षक दिवस के उपलक्ष्य में प्राध्यापकों का किया सम्मान: [980, 1110, 1166, 1155]
- charbhuja-body-c: रामचन्द्र परवाल परिवार, प्रहलाद बेड़िया परिवार, ओमप्रकाश अग्रवाल परिवार, सुरेश कोठारी परिवार व धनराज कोठारी परिवार थे।: [785, 1003, 959, 1066]
